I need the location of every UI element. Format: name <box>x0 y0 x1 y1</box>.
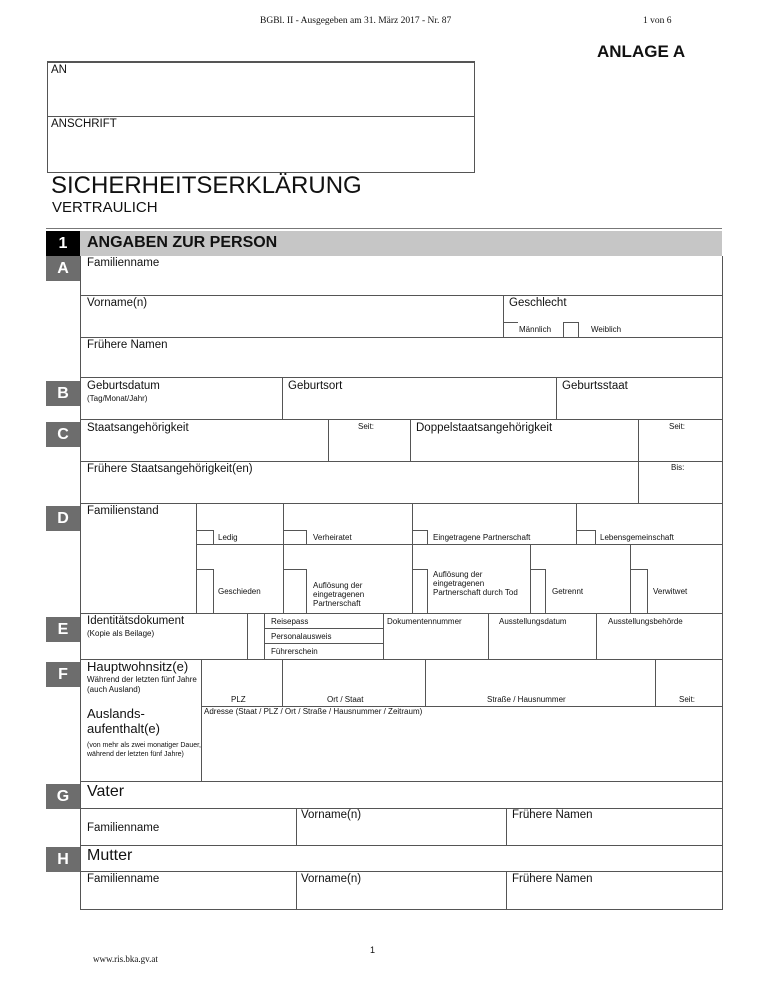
marital-status-label: Familienstand <box>87 505 159 517</box>
mother-surname-label: Familienname <box>87 873 160 885</box>
abroad-hint: (von mehr als zwei monatiger Dauer, während der letzten fünf Jahre) <box>87 742 201 758</box>
citizenship-field[interactable] <box>81 436 327 460</box>
first-names-field[interactable] <box>81 311 502 336</box>
mother-first-names-field[interactable] <box>297 887 505 909</box>
abroad-address-label: Adresse (Staat / PLZ / Ort / Straße / Hausnummer / Zeitraum) <box>204 707 423 716</box>
address-field[interactable] <box>48 132 472 168</box>
id-drivers-license-label: Führerschein <box>271 647 318 656</box>
father-former-names-label: Frühere Namen <box>512 809 593 821</box>
marital-widowed-checkbox[interactable] <box>630 569 648 614</box>
section-a-letter: A <box>46 256 80 281</box>
address-label: ANSCHRIFT <box>51 118 117 130</box>
birth-country-field[interactable] <box>557 394 721 418</box>
mother-former-names-field[interactable] <box>507 887 721 909</box>
citizenship-since-label: Seit: <box>358 422 375 431</box>
former-citizenship-field[interactable] <box>81 477 637 502</box>
birth-date-hint: (Tag/Monat/Jahr) <box>87 394 148 403</box>
marital-widowed-label: Verwitwet <box>653 587 688 596</box>
marital-cohabitation-checkbox[interactable] <box>576 530 596 545</box>
issuing-authority-field[interactable] <box>597 628 721 658</box>
surname-field[interactable] <box>81 271 721 294</box>
marital-separated-label: Getrennt <box>552 587 584 596</box>
page-subtitle: VERTRAULICH <box>52 199 158 216</box>
abroad-label: Auslands-aufenthalt(e) <box>87 706 160 736</box>
mother-former-names-label: Frühere Namen <box>512 873 593 885</box>
mother-surname-field[interactable] <box>81 887 295 909</box>
marital-separated-checkbox[interactable] <box>530 569 546 614</box>
marital-divorced-label: Geschieden <box>218 587 261 596</box>
marital-partnership-dissolved-checkbox[interactable] <box>283 569 307 614</box>
residence-since-field[interactable] <box>656 660 721 693</box>
mother-heading: Mutter <box>87 847 133 864</box>
abroad-address-field[interactable] <box>202 720 721 780</box>
father-first-names-field[interactable] <box>297 823 505 844</box>
surname-label: Familienname <box>87 257 160 269</box>
id-passport-label: Reisepass <box>271 617 309 626</box>
first-names-label: Vorname(n) <box>87 297 148 309</box>
section-d-letter: D <box>46 506 80 531</box>
residence-street-header: Straße / Hausnummer <box>487 695 566 704</box>
id-document-hint: (Kopie als Beilage) <box>87 629 155 638</box>
issue-date-label: Ausstellungsdatum <box>499 617 567 626</box>
residence-since-header: Seit: <box>679 695 696 704</box>
footer-website: www.ris.bka.gv.at <box>93 954 158 964</box>
id-card-checkbox[interactable] <box>248 629 264 643</box>
residence-street-field[interactable] <box>426 660 655 693</box>
issuing-authority-label: Ausstellungsbehörde <box>608 617 683 626</box>
birth-place-label: Geburtsort <box>288 380 343 392</box>
marital-partnership-dissolved-death-label: Auflösung der eingetragenen Partnerschaft durch Tod <box>433 570 518 598</box>
residence-hint: Während der letzten fünf Jahre (auch Ausland) <box>87 675 197 694</box>
id-card-label: Personalausweis <box>271 632 332 641</box>
father-heading: Vater <box>87 783 125 800</box>
sex-male-label: Männlich <box>519 325 552 334</box>
section-1-heading: ANGABEN ZUR PERSON <box>87 234 278 251</box>
marital-registered-partnership-label: Eingetragene Partnerschaft <box>433 533 531 542</box>
former-citizenship-until-field[interactable] <box>639 474 721 502</box>
issue-date-field[interactable] <box>489 628 595 658</box>
birth-place-field[interactable] <box>283 394 555 418</box>
page-number: 1 <box>370 945 376 955</box>
to-field[interactable] <box>48 78 472 114</box>
id-drivers-license-checkbox[interactable] <box>248 644 264 658</box>
marital-married-checkbox[interactable] <box>283 530 307 545</box>
section-b-letter: B <box>46 381 80 406</box>
id-document-label: Identitätsdokument <box>87 615 185 627</box>
dual-citizenship-field[interactable] <box>411 436 637 460</box>
residence-plz-header: PLZ <box>231 695 246 704</box>
marital-married-label: Verheiratet <box>313 533 352 542</box>
marital-single-label: Ledig <box>218 533 238 542</box>
section-h-letter: H <box>46 847 80 872</box>
doc-number-field[interactable] <box>384 628 487 658</box>
marital-partnership-dissolved-death-checkbox[interactable] <box>412 569 428 614</box>
birth-date-label: Geburtsdatum <box>87 380 160 392</box>
to-label: AN <box>51 64 67 76</box>
marital-registered-partnership-checkbox[interactable] <box>412 530 428 545</box>
dual-citizenship-label: Doppelstaatsangehörigkeit <box>416 422 553 434</box>
section-c-letter: C <box>46 422 80 447</box>
father-surname-label: Familienname <box>87 822 160 834</box>
dual-citizenship-since-field[interactable] <box>639 432 721 460</box>
former-names-field[interactable] <box>81 353 721 376</box>
former-citizenship-label: Frühere Staatsangehörigkeit(en) <box>87 463 253 475</box>
page-title: SICHERHEITSERKLÄRUNG <box>51 172 362 199</box>
birth-country-label: Geburtsstaat <box>562 380 628 392</box>
id-passport-checkbox[interactable] <box>248 614 264 628</box>
father-first-names-label: Vorname(n) <box>301 809 362 821</box>
marital-partnership-dissolved-label: Auflösung der eingetragenen Partnerschaft <box>313 581 365 609</box>
annex-label: ANLAGE A <box>597 42 686 61</box>
page-of-label: 1 von 6 <box>643 16 672 26</box>
father-former-names-field[interactable] <box>507 823 721 844</box>
dual-citizenship-since-label: Seit: <box>669 422 686 431</box>
section-1-number: 1 <box>46 231 80 256</box>
sex-male-checkbox[interactable] <box>503 322 518 338</box>
mother-first-names-label: Vorname(n) <box>301 873 362 885</box>
father-surname-field[interactable] <box>81 809 295 821</box>
marital-single-checkbox[interactable] <box>196 530 214 545</box>
citizenship-label: Staatsangehörigkeit <box>87 422 189 434</box>
gazette-reference: BGBl. II - Ausgegeben am 31. März 2017 - Nr. 87 <box>260 16 452 26</box>
section-f-letter: F <box>46 662 80 687</box>
former-names-label: Frühere Namen <box>87 339 168 351</box>
citizenship-since-field[interactable] <box>329 432 409 460</box>
section-g-letter: G <box>46 784 80 809</box>
former-citizenship-until-label: Bis: <box>671 463 685 472</box>
section-e-letter: E <box>46 617 80 642</box>
sex-female-checkbox[interactable] <box>563 322 579 338</box>
residence-city-field[interactable] <box>283 660 425 693</box>
sex-female-label: Weiblich <box>591 325 622 334</box>
marital-divorced-checkbox[interactable] <box>196 569 214 614</box>
birth-date-field[interactable] <box>81 404 281 418</box>
sex-label: Geschlecht <box>509 297 567 309</box>
residence-plz-field[interactable] <box>202 660 282 693</box>
doc-number-label: Dokumentennummer <box>387 617 462 626</box>
residence-city-header: Ort / Staat <box>327 695 364 704</box>
residence-label: Hauptwohnsitz(e) <box>87 659 189 674</box>
marital-cohabitation-label: Lebensgemeinschaft <box>600 533 674 542</box>
